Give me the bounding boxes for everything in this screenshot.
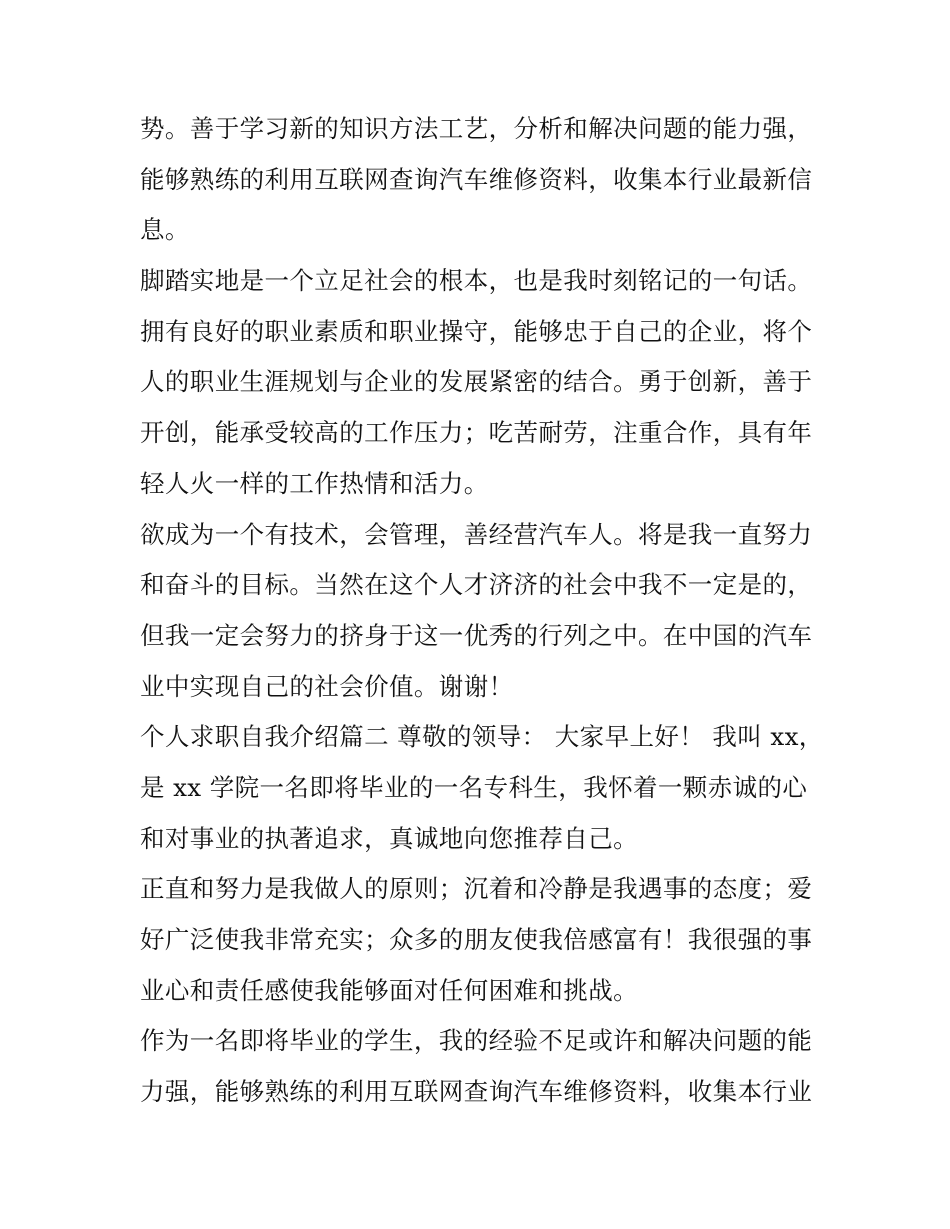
text-line: 正直和努力是我做人的原则；沉着和冷静是我遇事的态度；爱: [140, 874, 813, 904]
text-line: 作为一名即将毕业的学生，我的经验不足或许和解决问题的能: [140, 1026, 813, 1056]
text-line: 和奋斗的目标。当然在这个人才济济的社会中我不一定是的，: [140, 570, 813, 600]
text-line: 但我一定会努力的挤身于这一优秀的行列之中。在中国的汽车: [140, 620, 813, 650]
text-line: 个人求职自我介绍篇二 尊敬的领导： 大家早上好！ 我叫 xx，: [140, 722, 824, 752]
text-line: 轻人火一样的工作热情和活力。: [140, 468, 489, 498]
text-line: 能够熟练的利用互联网查询汽车维修资料，收集本行业最新信: [140, 164, 813, 194]
text-line: 脚踏实地是一个立足社会的根本，也是我时刻铭记的一句话。: [140, 266, 813, 296]
text-line: 是 xx 学院一名即将毕业的一名专科生，我怀着一颗赤诚的心: [140, 772, 808, 802]
text-line: 业中实现自己的社会价值。谢谢！: [140, 671, 514, 701]
document-body: [140, 104, 824, 1118]
text-line: 和对事业的执著追求，真诚地向您推荐自己。: [140, 823, 638, 853]
text-line: 开创，能承受较高的工作压力；吃苦耐劳，注重合作，具有年: [140, 418, 813, 448]
text-line: 欲成为一个有技术，会管理，善经营汽车人。将是我一直努力: [140, 519, 813, 549]
text-line: 好广泛使我非常充实；众多的朋友使我倍感富有！我很强的事: [140, 925, 813, 954]
text-line: 息。: [140, 215, 190, 245]
text-line: 力强，能够熟练的利用互联网查询汽车维修资料，收集本行业: [140, 1077, 813, 1107]
text-line: 业心和责任感使我能够面对任何困难和挑战。: [140, 975, 638, 1005]
text-line: 拥有良好的职业素质和职业操守，能够忠于自己的企业，将个: [140, 316, 813, 346]
text-line: 势。善于学习新的知识方法工艺，分析和解决问题的能力强，: [140, 114, 813, 143]
text-line: 人的职业生涯规划与企业的发展紧密的结合。勇于创新，善于: [140, 367, 813, 397]
